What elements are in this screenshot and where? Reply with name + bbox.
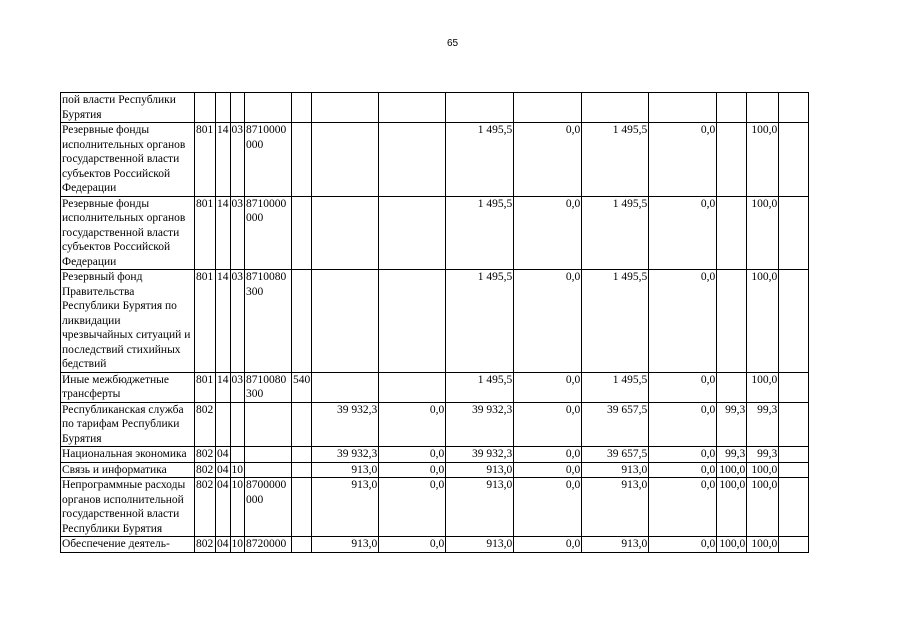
percent-1: 100,0	[717, 462, 747, 478]
section-code: 14	[216, 196, 231, 270]
budget-table	[60, 92, 809, 553]
section-code: 14	[216, 372, 231, 402]
expense-type-code	[292, 402, 312, 447]
expense-type-code	[292, 537, 312, 553]
target-code	[245, 93, 292, 123]
expense-type-code	[292, 270, 312, 373]
expense-type-code	[292, 447, 312, 463]
row-name: Республиканская служба по тарифам Республики Бурятия	[61, 402, 195, 447]
table-row	[61, 372, 809, 402]
expense-type-code	[292, 196, 312, 270]
grbs-code: 802	[195, 462, 216, 478]
amount-2: 0,0	[379, 402, 446, 447]
amount-3: 39 932,3	[446, 402, 514, 447]
amount-2	[379, 93, 446, 123]
percent-1: 99,3	[717, 402, 747, 447]
amount-3: 913,0	[446, 537, 514, 553]
table-row	[61, 537, 809, 553]
amount-3	[446, 93, 514, 123]
percent-1: 100,0	[717, 537, 747, 553]
grbs-code: 801	[195, 270, 216, 373]
amount-3: 913,0	[446, 462, 514, 478]
empty-cell	[779, 537, 809, 553]
percent-1: 100,0	[717, 478, 747, 537]
amount-1: 39 932,3	[312, 447, 379, 463]
amount-2	[379, 196, 446, 270]
percent-2: 100,0	[747, 270, 779, 373]
row-name: Резервные фонды исполнительных органов государственной власти субъектов Российской Федерации	[61, 196, 195, 270]
section-code	[216, 402, 231, 447]
amount-1	[312, 372, 379, 402]
percent-1	[717, 372, 747, 402]
empty-cell	[779, 402, 809, 447]
amount-2: 0,0	[379, 447, 446, 463]
amount-3: 1 495,5	[446, 123, 514, 197]
subsection-code: 10	[230, 478, 245, 537]
percent-2	[747, 93, 779, 123]
amount-1: 913,0	[312, 537, 379, 553]
row-name: пой власти Республики Бурятия	[61, 93, 195, 123]
table-row	[61, 196, 809, 270]
amount-6: 0,0	[649, 462, 717, 478]
amount-4: 0,0	[514, 402, 582, 447]
target-code: 8700000000	[245, 478, 292, 537]
table-row	[61, 123, 809, 197]
subsection-code: 03	[230, 372, 245, 402]
subsection-code: 03	[230, 123, 245, 197]
expense-type-code	[292, 478, 312, 537]
amount-6: 0,0	[649, 537, 717, 553]
percent-2: 99,3	[747, 447, 779, 463]
empty-cell	[779, 462, 809, 478]
grbs-code	[195, 93, 216, 123]
amount-3: 913,0	[446, 478, 514, 537]
table-row	[61, 462, 809, 478]
table-row	[61, 478, 809, 537]
amount-4: 0,0	[514, 123, 582, 197]
amount-2	[379, 270, 446, 373]
percent-1	[717, 270, 747, 373]
amount-3: 1 495,5	[446, 270, 514, 373]
empty-cell	[779, 270, 809, 373]
page-number: 65	[446, 38, 459, 49]
expense-type-code	[292, 462, 312, 478]
amount-6: 0,0	[649, 447, 717, 463]
section-code: 04	[216, 478, 231, 537]
amount-5: 913,0	[582, 478, 649, 537]
amount-1	[312, 93, 379, 123]
table-row	[61, 402, 809, 447]
section-code: 04	[217, 463, 229, 476]
grbs-code: 802	[195, 478, 216, 537]
percent-2: 100,0	[747, 196, 779, 270]
section-code: 14	[216, 270, 231, 373]
amount-1: 913,0	[312, 478, 379, 537]
amount-2	[379, 372, 446, 402]
target-code	[245, 462, 292, 478]
amount-1	[312, 196, 379, 270]
subsection-code: 03	[230, 196, 245, 270]
table-row	[61, 447, 809, 463]
subsection-code: 10	[231, 463, 243, 476]
amount-6: 0,0	[649, 372, 717, 402]
amount-5: 1 495,5	[582, 270, 649, 373]
amount-2	[379, 123, 446, 197]
row-name: Связь и информатика	[61, 462, 195, 478]
amount-2: 0,0	[379, 462, 446, 478]
expense-type-code	[292, 123, 312, 197]
row-name: Национальная экономика	[61, 447, 195, 463]
subsection-code: 03	[230, 270, 245, 373]
grbs-code: 801	[195, 123, 216, 197]
amount-6: 0,0	[649, 123, 717, 197]
percent-1	[717, 196, 747, 270]
empty-cell	[779, 196, 809, 270]
target-code: 8710080300	[245, 270, 292, 373]
amount-2: 0,0	[379, 478, 446, 537]
percent-1	[717, 93, 747, 123]
grbs-code: 802	[195, 447, 216, 463]
section-code: 04	[217, 448, 229, 460]
percent-1: 99,3	[717, 447, 747, 463]
percent-2: 100,0	[747, 537, 779, 553]
amount-3: 39 932,3	[446, 447, 514, 463]
row-name: Обеспечение деятель-	[61, 537, 195, 553]
amount-4: 0,0	[514, 462, 582, 478]
percent-2: 99,3	[747, 402, 779, 447]
amount-5: 1 495,5	[582, 372, 649, 402]
empty-cell	[779, 447, 809, 463]
table-row	[61, 93, 809, 123]
amount-5: 1 495,5	[582, 123, 649, 197]
amount-1: 39 932,3	[312, 402, 379, 447]
amount-4: 0,0	[514, 196, 582, 270]
amount-4: 0,0	[514, 372, 582, 402]
grbs-code: 801	[195, 196, 216, 270]
amount-4: 0,0	[514, 537, 582, 553]
subsection-code	[230, 93, 245, 123]
target-code: 8710080300	[245, 372, 292, 402]
section-code	[216, 93, 231, 123]
grbs-code: 801	[195, 372, 216, 402]
amount-5: 39 657,5	[582, 447, 649, 463]
amount-1: 913,0	[312, 462, 379, 478]
amount-4: 0,0	[514, 270, 582, 373]
amount-5: 913,0	[582, 537, 649, 553]
percent-2: 100,0	[747, 462, 779, 478]
row-name: Иные межбюджетные трансферты	[61, 372, 195, 402]
amount-6	[649, 93, 717, 123]
amount-5	[582, 93, 649, 123]
amount-5: 1 495,5	[582, 196, 649, 270]
amount-4: 0,0	[514, 447, 582, 463]
subsection-code	[230, 447, 245, 463]
subsection-code	[230, 402, 245, 447]
amount-6: 0,0	[649, 196, 717, 270]
table-row	[61, 270, 809, 373]
subsection-code: 10	[231, 538, 243, 550]
amount-3: 1 495,5	[446, 196, 514, 270]
amount-5: 39 657,5	[582, 402, 649, 447]
grbs-code: 802	[195, 537, 216, 553]
percent-2: 100,0	[747, 478, 779, 537]
target-code: 8710000000	[245, 196, 292, 270]
empty-cell	[779, 93, 809, 123]
expense-type-code: 540	[292, 372, 312, 402]
empty-cell	[779, 478, 809, 537]
percent-2: 100,0	[747, 372, 779, 402]
amount-6: 0,0	[649, 402, 717, 447]
percent-1	[717, 123, 747, 197]
row-name: Резервные фонды исполнительных органов государственной власти субъектов Российской Федерации	[61, 123, 195, 197]
amount-3: 1 495,5	[446, 372, 514, 402]
section-code: 14	[216, 123, 231, 197]
target-code: 8720000	[245, 537, 292, 553]
amount-2: 0,0	[379, 537, 446, 553]
amount-4: 0,0	[514, 478, 582, 537]
expense-type-code	[292, 93, 312, 123]
amount-6: 0,0	[649, 478, 717, 537]
section-code: 04	[217, 538, 229, 550]
amount-6: 0,0	[649, 270, 717, 373]
row-name: Непрограммные расходы органов исполнительной государственной власти Республики Бурятия	[61, 478, 195, 537]
amount-5: 913,0	[582, 462, 649, 478]
amount-1	[312, 123, 379, 197]
row-name: Резервный фонд Правительства Республики Бурятия по ликвидации чрезвычайных ситуаций и последствий стихийных бедствий	[61, 270, 195, 373]
target-code: 8710000000	[245, 123, 292, 197]
amount-1	[312, 270, 379, 373]
target-code	[245, 447, 292, 463]
percent-2: 100,0	[747, 123, 779, 197]
amount-4	[514, 93, 582, 123]
empty-cell	[779, 123, 809, 197]
empty-cell	[779, 372, 809, 402]
grbs-code: 802	[195, 402, 216, 447]
target-code	[245, 402, 292, 447]
